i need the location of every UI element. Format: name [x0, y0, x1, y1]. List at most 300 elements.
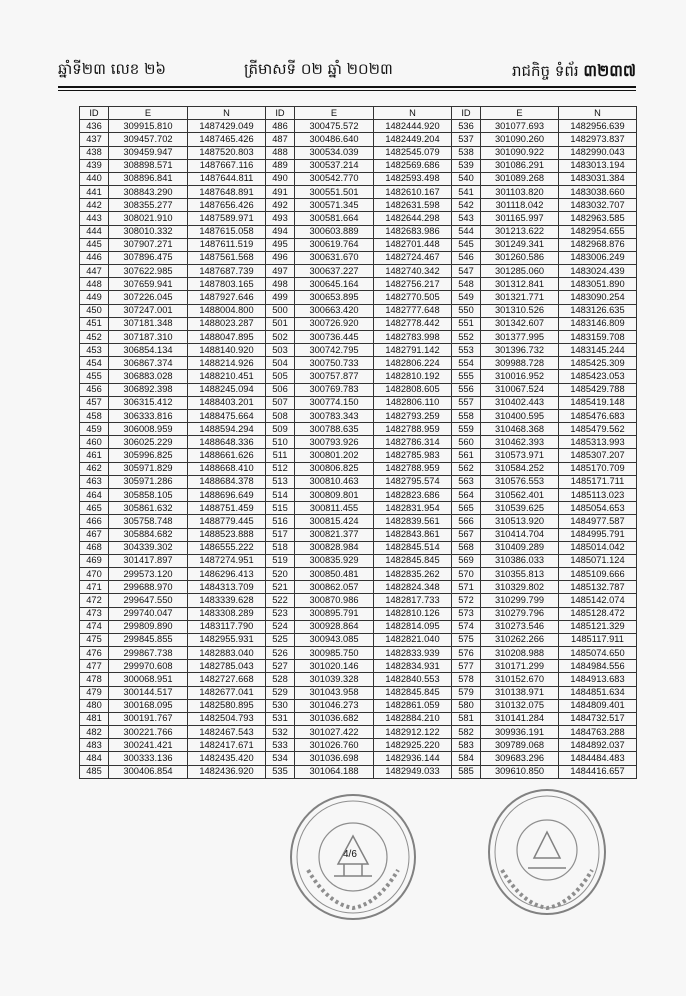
- cell-n-2: 1482833.939: [374, 647, 452, 660]
- cell-e-1: 299647.550: [109, 594, 188, 607]
- table-row: [80, 317, 637, 330]
- cell-id-2: 491: [266, 186, 295, 199]
- cell-id-2: 530: [266, 699, 295, 712]
- cell-id-1: 446: [80, 251, 109, 264]
- cell-n-3: 1484484.483: [559, 752, 637, 765]
- cell-e-1: 305858.105: [109, 488, 188, 501]
- cell-e-3: 301321.771: [481, 291, 559, 304]
- cell-e-2: 300943.085: [295, 633, 374, 646]
- cell-id-3: 580: [452, 699, 481, 712]
- header-e-1: E: [109, 107, 188, 120]
- cell-id-3: 540: [452, 172, 481, 185]
- cell-id-3: 557: [452, 396, 481, 409]
- cell-e-2: 301043.958: [295, 686, 374, 699]
- cell-e-1: 306315.412: [109, 396, 188, 409]
- cell-n-1: 1487611.519: [188, 238, 266, 251]
- cell-id-1: 465: [80, 502, 109, 515]
- cell-id-3: 547: [452, 265, 481, 278]
- cell-id-1: 466: [80, 515, 109, 528]
- cell-n-2: 1482831.954: [374, 502, 452, 515]
- cell-e-3: 310562.401: [481, 488, 559, 501]
- cell-e-1: 308896.841: [109, 172, 188, 185]
- table-row: [80, 186, 637, 199]
- cell-e-1: 299740.047: [109, 607, 188, 620]
- cell-id-2: 490: [266, 172, 295, 185]
- cell-n-1: 1488523.888: [188, 528, 266, 541]
- cell-n-3: 1485054.653: [559, 502, 637, 515]
- cell-id-1: 480: [80, 699, 109, 712]
- cell-e-1: 308021.910: [109, 212, 188, 225]
- cell-id-2: 503: [266, 344, 295, 357]
- table-row: [80, 396, 637, 409]
- cell-n-1: 1483339.628: [188, 594, 266, 607]
- cell-id-2: 523: [266, 607, 295, 620]
- cell-n-3: 1485307.207: [559, 449, 637, 462]
- cell-e-1: 300333.136: [109, 752, 188, 765]
- cell-e-1: 301417.897: [109, 554, 188, 567]
- cell-n-3: 1485132.787: [559, 581, 637, 594]
- cell-e-3: 310138.971: [481, 686, 559, 699]
- cell-id-2: 519: [266, 554, 295, 567]
- cell-n-1: 1482955.931: [188, 633, 266, 646]
- cell-e-2: 300801.202: [295, 449, 374, 462]
- cell-id-2: 533: [266, 739, 295, 752]
- cell-n-2: 1482845.514: [374, 541, 452, 554]
- table-row: [80, 172, 637, 185]
- cell-id-3: 579: [452, 686, 481, 699]
- cell-n-3: 1485142.074: [559, 594, 637, 607]
- cell-n-2: 1482631.598: [374, 199, 452, 212]
- table-row: [80, 120, 637, 133]
- cell-id-1: 440: [80, 172, 109, 185]
- cell-e-1: 306867.374: [109, 357, 188, 370]
- table-row: [80, 146, 637, 159]
- cell-n-1: 1482435.420: [188, 752, 266, 765]
- cell-n-2: 1482778.442: [374, 317, 452, 330]
- cell-id-3: 544: [452, 225, 481, 238]
- cell-id-2: 508: [266, 409, 295, 422]
- cell-id-2: 532: [266, 726, 295, 739]
- cell-e-2: 300806.825: [295, 462, 374, 475]
- cell-e-2: 300810.463: [295, 475, 374, 488]
- cell-n-2: 1482925.220: [374, 739, 452, 752]
- cell-n-2: 1482770.505: [374, 291, 452, 304]
- table-row: [80, 673, 637, 686]
- cell-n-2: 1482740.342: [374, 265, 452, 278]
- cell-e-1: 306883.028: [109, 370, 188, 383]
- cell-e-3: 310262.266: [481, 633, 559, 646]
- cell-n-2: 1482610.167: [374, 186, 452, 199]
- cell-e-3: 309610.850: [481, 765, 559, 778]
- cell-e-2: 300537.214: [295, 159, 374, 172]
- cell-n-3: 1484984.556: [559, 660, 637, 673]
- cell-n-1: 1488245.094: [188, 383, 266, 396]
- cell-id-2: 497: [266, 265, 295, 278]
- cell-id-3: 548: [452, 278, 481, 291]
- cell-e-2: 300821.377: [295, 528, 374, 541]
- table-row: [80, 765, 637, 778]
- cell-n-1: 1488214.926: [188, 357, 266, 370]
- cell-n-1: 1487667.116: [188, 159, 266, 172]
- cell-e-3: 301310.526: [481, 304, 559, 317]
- cell-n-2: 1482777.648: [374, 304, 452, 317]
- cell-n-2: 1482861.059: [374, 699, 452, 712]
- table-row: [80, 344, 637, 357]
- cell-n-2: 1482545.079: [374, 146, 452, 159]
- cell-id-3: 574: [452, 620, 481, 633]
- cell-e-2: 300534.039: [295, 146, 374, 159]
- cell-id-3: 563: [452, 475, 481, 488]
- cell-e-2: 300850.481: [295, 568, 374, 581]
- cell-id-3: 569: [452, 554, 481, 567]
- cell-n-1: 1488004.800: [188, 304, 266, 317]
- cell-e-2: 300815.424: [295, 515, 374, 528]
- cell-n-1: 1488684.378: [188, 475, 266, 488]
- cell-n-1: 1487648.891: [188, 186, 266, 199]
- cell-n-3: 1485109.666: [559, 568, 637, 581]
- cell-id-2: 498: [266, 278, 295, 291]
- cell-id-3: 555: [452, 370, 481, 383]
- cell-e-3: 301377.995: [481, 330, 559, 343]
- table-row: [80, 199, 637, 212]
- cell-e-1: 307187.310: [109, 330, 188, 343]
- header-rule: [58, 86, 636, 88]
- cell-n-2: 1482449.204: [374, 133, 452, 146]
- cell-id-3: 549: [452, 291, 481, 304]
- cell-id-3: 582: [452, 726, 481, 739]
- table-row: [80, 647, 637, 660]
- cell-id-1: 437: [80, 133, 109, 146]
- cell-n-3: 1484416.657: [559, 765, 637, 778]
- cell-id-2: 526: [266, 647, 295, 660]
- cell-n-3: 1483051.890: [559, 278, 637, 291]
- cell-e-2: 300757.877: [295, 370, 374, 383]
- cell-id-1: 484: [80, 752, 109, 765]
- cell-e-2: 300793.926: [295, 436, 374, 449]
- cell-id-1: 463: [80, 475, 109, 488]
- cell-n-3: 1485476.683: [559, 409, 637, 422]
- coordinate-table: [79, 106, 637, 779]
- cell-n-1: 1488475.664: [188, 409, 266, 422]
- cell-id-2: 493: [266, 212, 295, 225]
- cell-e-3: 301260.586: [481, 251, 559, 264]
- cell-id-1: 482: [80, 726, 109, 739]
- cell-id-3: 568: [452, 541, 481, 554]
- cell-id-1: 475: [80, 633, 109, 646]
- cell-id-3: 565: [452, 502, 481, 515]
- cell-id-1: 438: [80, 146, 109, 159]
- cell-n-1: 1487687.739: [188, 265, 266, 278]
- cell-n-1: 1488751.459: [188, 502, 266, 515]
- cell-e-1: 305971.829: [109, 462, 188, 475]
- cell-e-3: 310409.289: [481, 541, 559, 554]
- cell-e-3: 301396.732: [481, 344, 559, 357]
- cell-id-1: 460: [80, 436, 109, 449]
- cell-id-1: 453: [80, 344, 109, 357]
- cell-id-2: 500: [266, 304, 295, 317]
- cell-n-2: 1482810.126: [374, 607, 452, 620]
- cell-n-2: 1482569.686: [374, 159, 452, 172]
- cell-id-3: 585: [452, 765, 481, 778]
- cell-n-3: 1482990.043: [559, 146, 637, 159]
- cell-id-3: 573: [452, 607, 481, 620]
- gazette-page-number: ៣២៣៧: [583, 61, 636, 80]
- cell-e-1: 300168.095: [109, 699, 188, 712]
- cell-id-3: 556: [452, 383, 481, 396]
- cell-id-2: 502: [266, 330, 295, 343]
- cell-e-1: 305758.748: [109, 515, 188, 528]
- table-row: [80, 462, 637, 475]
- cell-id-1: 448: [80, 278, 109, 291]
- table-row: [80, 502, 637, 515]
- cell-id-3: 542: [452, 199, 481, 212]
- cell-e-2: 300895.791: [295, 607, 374, 620]
- cell-n-1: 1487465.426: [188, 133, 266, 146]
- cell-n-1: 1488594.294: [188, 423, 266, 436]
- table-row: [80, 265, 637, 278]
- cell-id-3: 537: [452, 133, 481, 146]
- cell-id-2: 527: [266, 660, 295, 673]
- cell-id-1: 477: [80, 660, 109, 673]
- cell-id-2: 515: [266, 502, 295, 515]
- cell-n-3: 1483126.635: [559, 304, 637, 317]
- cell-id-2: 489: [266, 159, 295, 172]
- table-row: [80, 528, 637, 541]
- cell-id-1: 464: [80, 488, 109, 501]
- cell-n-1: 1488779.445: [188, 515, 266, 528]
- cell-e-2: 301026.760: [295, 739, 374, 752]
- cell-e-1: 306892.398: [109, 383, 188, 396]
- cell-n-1: 1487615.058: [188, 225, 266, 238]
- cell-n-3: 1483145.244: [559, 344, 637, 357]
- cell-n-1: 1483117.790: [188, 620, 266, 633]
- cell-e-1: 308010.332: [109, 225, 188, 238]
- cell-n-3: 1485074.650: [559, 647, 637, 660]
- cell-id-3: 561: [452, 449, 481, 462]
- cell-id-1: 478: [80, 673, 109, 686]
- page-number: 4/6: [343, 849, 357, 860]
- cell-n-1: 1487589.971: [188, 212, 266, 225]
- cell-n-1: 1482436.920: [188, 765, 266, 778]
- cell-n-2: 1482756.217: [374, 278, 452, 291]
- cell-n-1: 1487429.049: [188, 120, 266, 133]
- cell-n-2: 1482912.122: [374, 726, 452, 739]
- cell-n-3: 1482968.876: [559, 238, 637, 251]
- cell-id-1: 473: [80, 607, 109, 620]
- cell-id-3: 551: [452, 317, 481, 330]
- cell-n-2: 1482845.845: [374, 686, 452, 699]
- cell-e-3: 310329.802: [481, 581, 559, 594]
- cell-e-2: 301020.146: [295, 660, 374, 673]
- cell-id-3: 541: [452, 186, 481, 199]
- cell-e-2: 300985.750: [295, 647, 374, 660]
- cell-n-3: 1483024.439: [559, 265, 637, 278]
- table-row: [80, 133, 637, 146]
- cell-e-1: 307181.348: [109, 317, 188, 330]
- gazette-header: [58, 60, 636, 86]
- header-rule-thin: [58, 90, 636, 91]
- cell-e-2: 300726.920: [295, 317, 374, 330]
- cell-n-3: 1485117.911: [559, 633, 637, 646]
- cell-id-3: 566: [452, 515, 481, 528]
- cell-e-2: 300571.345: [295, 199, 374, 212]
- cell-n-2: 1482444.920: [374, 120, 452, 133]
- cell-n-1: 1487803.165: [188, 278, 266, 291]
- cell-id-3: 546: [452, 251, 481, 264]
- cell-e-1: 300144.517: [109, 686, 188, 699]
- cell-id-3: 552: [452, 330, 481, 343]
- cell-id-1: 462: [80, 462, 109, 475]
- cell-id-3: 545: [452, 238, 481, 251]
- cell-id-2: 494: [266, 225, 295, 238]
- table-header: [80, 107, 637, 120]
- cell-e-1: 307247.001: [109, 304, 188, 317]
- cell-n-3: 1485113.023: [559, 488, 637, 501]
- cell-id-1: 444: [80, 225, 109, 238]
- cell-n-2: 1482843.861: [374, 528, 452, 541]
- cell-n-3: 1483159.708: [559, 330, 637, 343]
- table-row: [80, 475, 637, 488]
- cell-n-2: 1482814.095: [374, 620, 452, 633]
- cell-e-2: 300619.764: [295, 238, 374, 251]
- cell-e-1: 300191.767: [109, 712, 188, 725]
- cell-n-1: 1482467.543: [188, 726, 266, 739]
- table-row: [80, 449, 637, 462]
- cell-n-1: 1487520.803: [188, 146, 266, 159]
- cell-n-1: 1487927.646: [188, 291, 266, 304]
- cell-e-2: 300645.164: [295, 278, 374, 291]
- cell-n-1: 1482677.041: [188, 686, 266, 699]
- cell-e-2: 301039.328: [295, 673, 374, 686]
- cell-id-1: 442: [80, 199, 109, 212]
- cell-n-1: 1487656.426: [188, 199, 266, 212]
- cell-n-3: 1482963.585: [559, 212, 637, 225]
- cell-n-2: 1482817.733: [374, 594, 452, 607]
- cell-n-3: 1484732.517: [559, 712, 637, 725]
- cell-e-3: 310468.368: [481, 423, 559, 436]
- cell-n-2: 1482788.959: [374, 423, 452, 436]
- cell-e-2: 300750.733: [295, 357, 374, 370]
- cell-n-1: 1487274.951: [188, 554, 266, 567]
- cell-e-1: 306025.229: [109, 436, 188, 449]
- cell-n-2: 1482840.553: [374, 673, 452, 686]
- cell-n-1: 1488403.201: [188, 396, 266, 409]
- cell-e-2: 300551.501: [295, 186, 374, 199]
- cell-id-1: 454: [80, 357, 109, 370]
- cell-n-2: 1482834.931: [374, 660, 452, 673]
- cell-e-3: 309789.068: [481, 739, 559, 752]
- cell-n-1: 1482504.793: [188, 712, 266, 725]
- cell-e-2: 301064.188: [295, 765, 374, 778]
- cell-n-2: 1482845.845: [374, 554, 452, 567]
- cell-n-2: 1482701.448: [374, 238, 452, 251]
- cell-id-1: 469: [80, 554, 109, 567]
- cell-id-1: 445: [80, 238, 109, 251]
- table-row: [80, 541, 637, 554]
- cell-id-2: 522: [266, 594, 295, 607]
- cell-id-3: 550: [452, 304, 481, 317]
- cell-id-3: 576: [452, 647, 481, 660]
- cell-id-1: 479: [80, 686, 109, 699]
- cell-id-2: 506: [266, 383, 295, 396]
- cell-n-3: 1485170.709: [559, 462, 637, 475]
- cell-e-2: 301027.422: [295, 726, 374, 739]
- cell-e-2: 300811.455: [295, 502, 374, 515]
- cell-e-3: 310355.813: [481, 568, 559, 581]
- cell-e-3: 310462.393: [481, 436, 559, 449]
- cell-n-2: 1482786.314: [374, 436, 452, 449]
- cell-n-2: 1482821.040: [374, 633, 452, 646]
- cell-e-2: 300542.770: [295, 172, 374, 185]
- cell-e-1: 305884.682: [109, 528, 188, 541]
- table-row: [80, 423, 637, 436]
- cell-id-2: 517: [266, 528, 295, 541]
- table-row: [80, 726, 637, 739]
- cell-n-1: 1488047.895: [188, 330, 266, 343]
- cell-n-1: 1487644.811: [188, 172, 266, 185]
- header-id-3: ID: [452, 107, 481, 120]
- cell-e-1: 307226.045: [109, 291, 188, 304]
- cell-n-1: 1486296.413: [188, 568, 266, 581]
- cell-e-2: 300788.635: [295, 423, 374, 436]
- cell-id-2: 488: [266, 146, 295, 159]
- cell-n-1: 1482727.668: [188, 673, 266, 686]
- cell-id-2: 492: [266, 199, 295, 212]
- table-row: [80, 251, 637, 264]
- table-row: [80, 357, 637, 370]
- cell-e-1: 309459.947: [109, 146, 188, 159]
- table-row: [80, 686, 637, 699]
- cell-n-3: 1484913.683: [559, 673, 637, 686]
- cell-id-1: 458: [80, 409, 109, 422]
- cell-id-2: 525: [266, 633, 295, 646]
- cell-id-1: 461: [80, 449, 109, 462]
- cell-id-3: 536: [452, 120, 481, 133]
- cell-e-2: 300769.783: [295, 383, 374, 396]
- cell-e-3: 310584.252: [481, 462, 559, 475]
- cell-id-1: 450: [80, 304, 109, 317]
- cell-id-1: 455: [80, 370, 109, 383]
- cell-id-2: 531: [266, 712, 295, 725]
- cell-e-3: 310279.796: [481, 607, 559, 620]
- table-row: [80, 488, 637, 501]
- cell-id-1: 472: [80, 594, 109, 607]
- cell-id-1: 467: [80, 528, 109, 541]
- cell-e-1: 299845.855: [109, 633, 188, 646]
- cell-id-2: 507: [266, 396, 295, 409]
- cell-e-2: 301036.682: [295, 712, 374, 725]
- cell-n-2: 1482808.605: [374, 383, 452, 396]
- cell-e-2: 300870.986: [295, 594, 374, 607]
- cell-id-2: 510: [266, 436, 295, 449]
- cell-id-2: 534: [266, 752, 295, 765]
- header-e-2: E: [295, 107, 374, 120]
- cell-id-2: 520: [266, 568, 295, 581]
- header-e-3: E: [481, 107, 559, 120]
- cell-id-2: 518: [266, 541, 295, 554]
- cell-n-2: 1482791.142: [374, 344, 452, 357]
- cell-e-3: 310067.524: [481, 383, 559, 396]
- cell-id-3: 578: [452, 673, 481, 686]
- cell-n-2: 1482793.259: [374, 409, 452, 422]
- cell-n-1: 1483308.289: [188, 607, 266, 620]
- cell-n-3: 1483090.254: [559, 291, 637, 304]
- cell-id-1: 474: [80, 620, 109, 633]
- cell-n-2: 1482806.224: [374, 357, 452, 370]
- cell-n-2: 1482683.986: [374, 225, 452, 238]
- cell-e-2: 300631.670: [295, 251, 374, 264]
- table-row: [80, 620, 637, 633]
